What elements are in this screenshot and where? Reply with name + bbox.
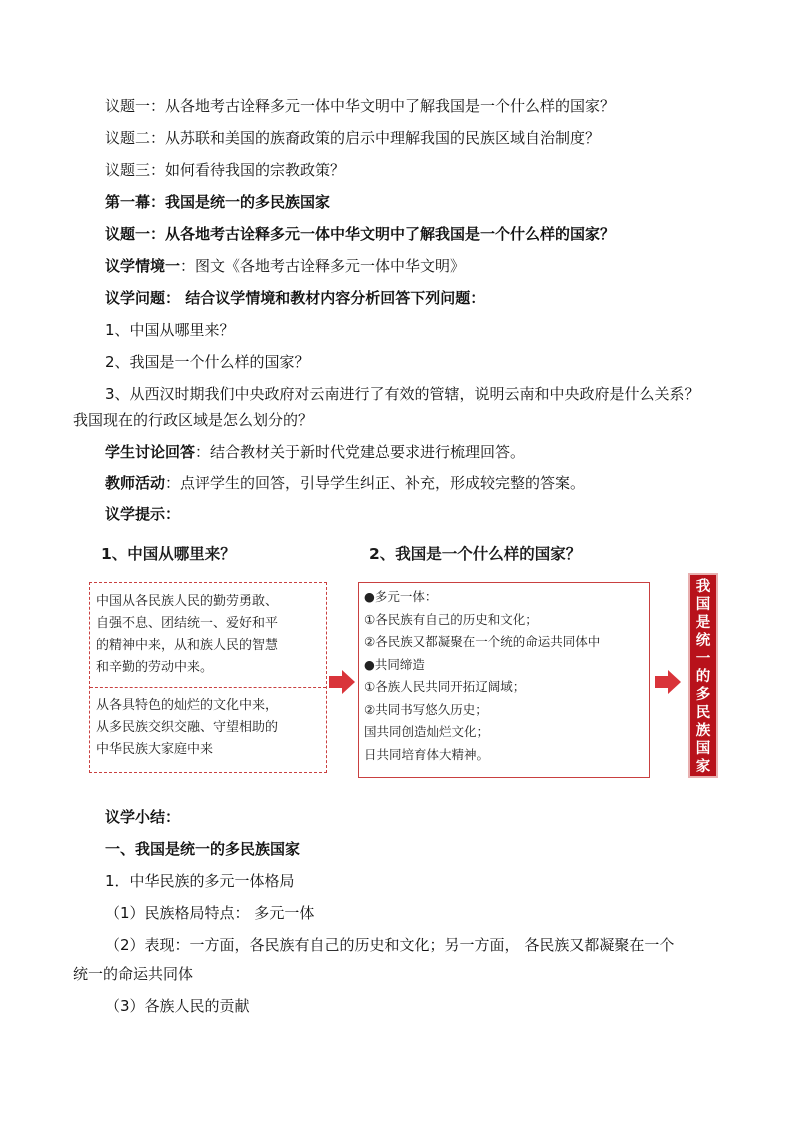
conclusion-banner xyxy=(688,573,718,778)
summary-sub-3: （3）各族人民的贡献 xyxy=(105,997,250,1015)
nation-line: ●共同缔造 xyxy=(364,657,425,672)
agenda-1-bold: 议题一：从各地考古诠释多元一体中华文明中了解我国是一个什么样的国家？ xyxy=(105,225,616,243)
origin-divider xyxy=(90,687,326,688)
student-discussion xyxy=(105,442,525,462)
question-1: 1、中国从哪里来？ xyxy=(105,321,235,339)
nation-line: ①各民族有自己的历史和文化； xyxy=(364,612,538,627)
scenario-line xyxy=(105,256,465,276)
question-3-cont: 我国现在的行政区域是怎么划分的？ xyxy=(73,411,314,429)
origin-line: 自强不息、团结统一、爱好和平 xyxy=(96,616,279,631)
origin-line: 的精神中来，从和族人民的智慧 xyxy=(96,638,279,653)
agenda-3: 议题三：如何看待我国的宗教政策？ xyxy=(105,161,346,179)
nation-line: ②各民族又都凝聚在一个统的命运共同体中 xyxy=(364,634,601,649)
nation-line: ②共同书写悠久历史； xyxy=(364,702,488,717)
scenario-label: 议学情境一 xyxy=(105,257,181,275)
banner-char: 国 xyxy=(695,597,711,613)
banner-char: 族 xyxy=(695,723,711,739)
origin-line: 从多民族交织交融、守望相助的 xyxy=(96,720,279,735)
teacher-activity xyxy=(105,473,585,493)
banner-char: 国 xyxy=(695,741,711,757)
banner-char: 统 xyxy=(695,633,711,649)
diagram-heading-left: 1、中国从哪里来？ xyxy=(101,545,236,563)
banner-char: 的 xyxy=(695,669,711,685)
banner-char: 家 xyxy=(695,759,711,775)
agenda-2: 议题二：从苏联和美国的族裔政策的启示中理解我国的民族区域自治制度？ xyxy=(105,129,601,147)
question-2: 2、我国是一个什么样的国家？ xyxy=(105,353,310,371)
arrow-right-icon xyxy=(329,670,355,694)
summary-label: 议学小结： xyxy=(105,808,181,826)
nation-line: ●多元一体： xyxy=(364,589,438,604)
diagram-heading-right: 2、我国是一个什么样的国家？ xyxy=(369,545,582,563)
nation-box xyxy=(358,582,650,778)
banner-char: 多 xyxy=(695,687,711,703)
summary-sub-2: （2）表现：一方面，各民族有自己的历史和文化；另一方面， 各民族又都凝聚在一个 xyxy=(105,936,675,954)
question-3: 3、从西汉时期我们中央政府对云南进行了有效的管辖，说明云南和中央政府是什么关系？ xyxy=(105,385,700,403)
banner-char: 民 xyxy=(695,705,711,721)
origin-line: 中国从各民族人民的勤劳勇敢、 xyxy=(96,594,279,609)
origin-line: 和辛勤的劳动中来。 xyxy=(96,660,214,675)
teacher-label: 教师活动 xyxy=(105,474,166,492)
agenda-1: 议题一：从各地考古诠释多元一体中华文明中了解我国是一个什么样的国家？ xyxy=(105,97,616,115)
origin-line: 中华民族大家庭中来 xyxy=(96,742,214,757)
student-label: 学生讨论回答 xyxy=(105,443,196,461)
hint-label: 议学提示： xyxy=(105,505,181,523)
banner-char: 是 xyxy=(695,615,711,631)
summary-point-1: 1．中华民族的多元一体格局 xyxy=(105,872,295,890)
summary-sub-2-cont: 统一的命运共同体 xyxy=(73,965,194,983)
nation-line: 日共同培育体大精神。 xyxy=(364,747,490,762)
question-intro: 议学问题： 结合议学情境和教材内容分析回答下列问题： xyxy=(105,289,486,307)
banner-char: 一 xyxy=(695,651,711,667)
nation-line: ①各族人民共同开拓辽阔域； xyxy=(364,679,526,694)
arrow-right-icon xyxy=(655,670,681,694)
origin-line: 从各具特色的灿烂的文化中来， xyxy=(96,698,279,713)
origin-box xyxy=(89,582,327,773)
nation-line: 国共同创造灿烂文化； xyxy=(364,724,490,739)
summary-sub-1: （1）民族格局特点： 多元一体 xyxy=(105,904,315,922)
summary-heading: 一、我国是统一的多民族国家 xyxy=(105,840,301,858)
scene-title: 第一幕：我国是统一的多民族国家 xyxy=(105,193,331,211)
student-text: ：结合教材关于新时代党建总要求进行梳理回答。 xyxy=(195,443,526,461)
banner-char: 我 xyxy=(695,579,711,595)
teacher-text: ：点评学生的回答，引导学生纠正、补充，形成较完整的答案。 xyxy=(165,474,586,492)
scenario-text: ：图文《各地考古诠释多元一体中华文明》 xyxy=(180,257,466,275)
